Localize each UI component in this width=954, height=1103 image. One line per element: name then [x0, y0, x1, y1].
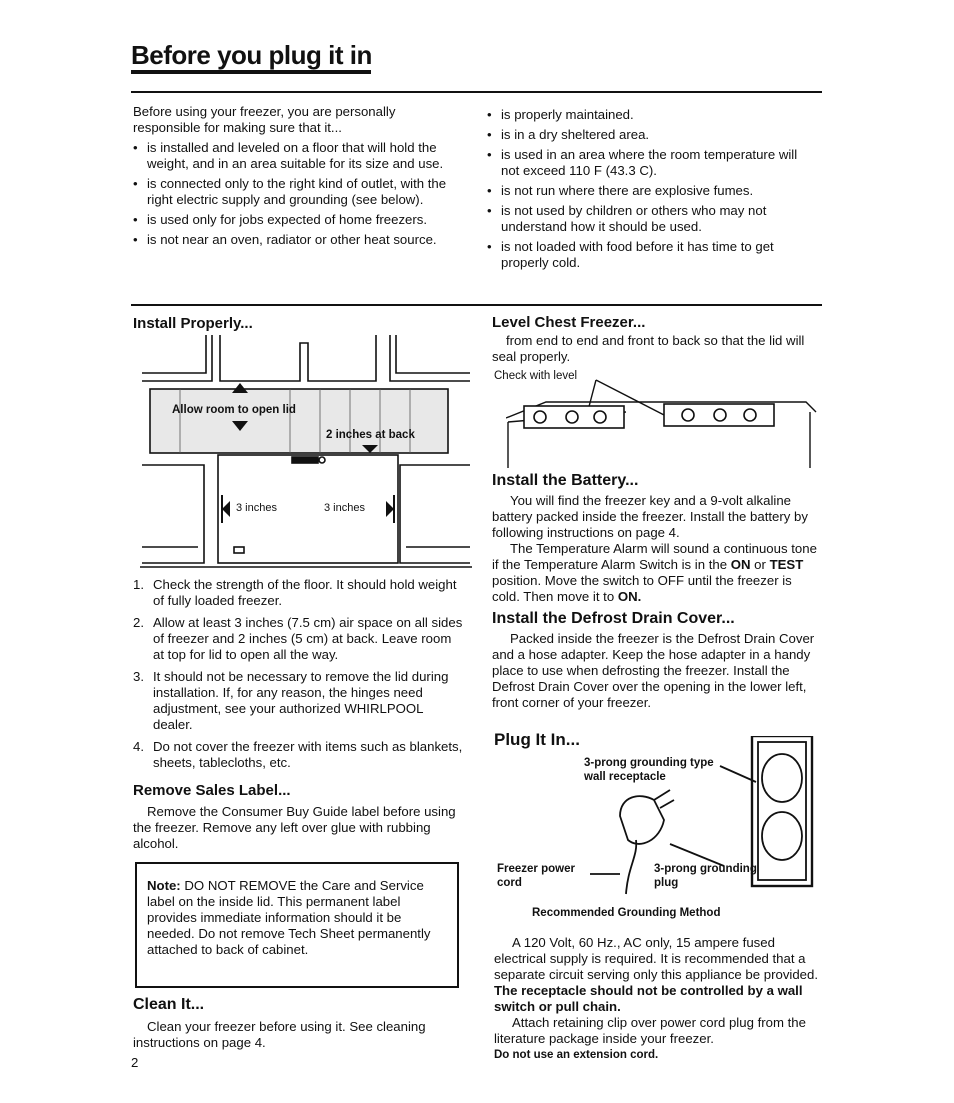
list-item: 4. Do not cover the freezer with items such as blankets, sheets, tablecloths, etc.: [133, 739, 463, 770]
intro-bullet: • is in a dry sheltered area.: [487, 127, 807, 143]
sales-heading: Remove Sales Label...: [133, 782, 291, 799]
plug-heading: Plug It In...: [494, 730, 580, 749]
plug-text: A 120 Volt, 60 Hz., AC only, 15 ampere fused electrical supply is required. It is recommended that a separate circuit serving only this appliance be provided. The receptacle should not be controlled by a wall switch or pull chain. Attach retaining clip over power cord plug from the literature package inside your freezer. Do not use an extension cord.: [494, 935, 819, 1061]
intro-bullet: • is installed and leveled on a floor that will hold the weight, and in an area suitable for its size and use.: [133, 140, 451, 172]
install-diagram: [140, 335, 472, 575]
clean-heading: Clean It...: [133, 996, 205, 1013]
page-number: 2: [131, 1055, 139, 1070]
level-diagram-label: Check with level: [494, 370, 578, 382]
section-rule: [131, 304, 822, 306]
left-gap-label: 3 inches: [236, 502, 277, 514]
allow-room-label: Allow room to open lid: [172, 404, 296, 416]
list-item: 3. It should not be necessary to remove the lid during installation. If, for any reason, the hinges need adjustment, see your authorized WHIRLPOOL dealer.: [133, 669, 449, 732]
intro-bullet: • is not near an oven, radiator or other heat source.: [133, 232, 451, 248]
intro-bullet: • is properly maintained.: [487, 107, 807, 123]
intro-bullet: • is not loaded with food before it has time to get properly cold.: [487, 239, 807, 271]
intro-lead: Before using your freezer, you are personally responsible for making sure that it...: [133, 104, 396, 135]
intro-right: [487, 107, 807, 275]
battery-heading: Install the Battery...: [492, 472, 639, 489]
install-steps: [133, 577, 463, 777]
intro-bullet: • is connected only to the right kind of outlet, with the right electric supply and grounding (see below).: [133, 176, 451, 208]
list-item: 1. Check the strength of the floor. It should hold weight of fully loaded freezer.: [133, 577, 457, 608]
diagram-caption: Recommended Grounding Method: [532, 907, 721, 919]
intro-bullet: • is not run where there are explosive fumes.: [487, 183, 807, 199]
clean-text: Clean your freezer before using it. See cleaning instructions on page 4.: [133, 1019, 426, 1050]
intro-left: [133, 104, 451, 252]
sales-text: Remove the Consumer Buy Guide label before using the freezer. Remove any left over glue with rubbing alcohol.: [133, 804, 456, 851]
cord-label: Freezer power cord: [497, 863, 575, 889]
defrost-heading: Install the Defrost Drain Cover...: [492, 610, 735, 627]
defrost-text: Packed inside the freezer is the Defrost Drain Cover and a hose adapter. Keep the hose adapter in a handy place to use when defrosting the freezer. Install the Defrost Drain Cover over the opening in the lower left, front corner of your freezer.: [492, 631, 815, 710]
intro-bullet: • is used only for jobs expected of home freezers.: [133, 212, 451, 228]
note-text: Note: DO NOT REMOVE the Care and Service label on the inside lid. This permanent label provides immediate information should it be needed. Do not remove Tech Sheet permanently attached to back of cabinet.: [147, 878, 431, 957]
intro-bullet: • is used in an area where the room temperature will not exceed 110 F (43.3 C).: [487, 147, 807, 179]
level-heading: Level Chest Freezer...: [492, 314, 646, 331]
title-underline: [131, 70, 371, 74]
page-title: Before you plug it in: [131, 40, 372, 70]
intro-bullet: • is not used by children or others who may not understand how it should be used.: [487, 203, 807, 235]
install-heading: Install Properly...: [133, 315, 253, 332]
level-diagram: [506, 372, 818, 468]
back-gap-label: 2 inches at back: [326, 429, 415, 441]
list-item: 2. Allow at least 3 inches (7.5 cm) air space on all sides of freezer and 2 inches (5 cm) at back. Leave room at top for lid to open all the way.: [133, 615, 463, 662]
receptacle-label: 3-prong grounding type wall receptacle: [584, 757, 714, 783]
top-rule: [131, 91, 822, 93]
right-gap-label: 3 inches: [324, 502, 365, 514]
level-text: from end to end and front to back so that the lid will seal properly.: [492, 333, 805, 364]
battery-text: You will find the freezer key and a 9-volt alkaline battery packed inside the freezer. Install the battery by following instructions on page 4. The Temperature Alarm will sound a continuous tone if the Temperature Alarm Switch is in the ON or TEST position. Move the switch to OFF until the freezer is cold. Then move it to ON.: [492, 493, 817, 604]
plug-label: 3-prong grounding plug: [654, 863, 757, 889]
